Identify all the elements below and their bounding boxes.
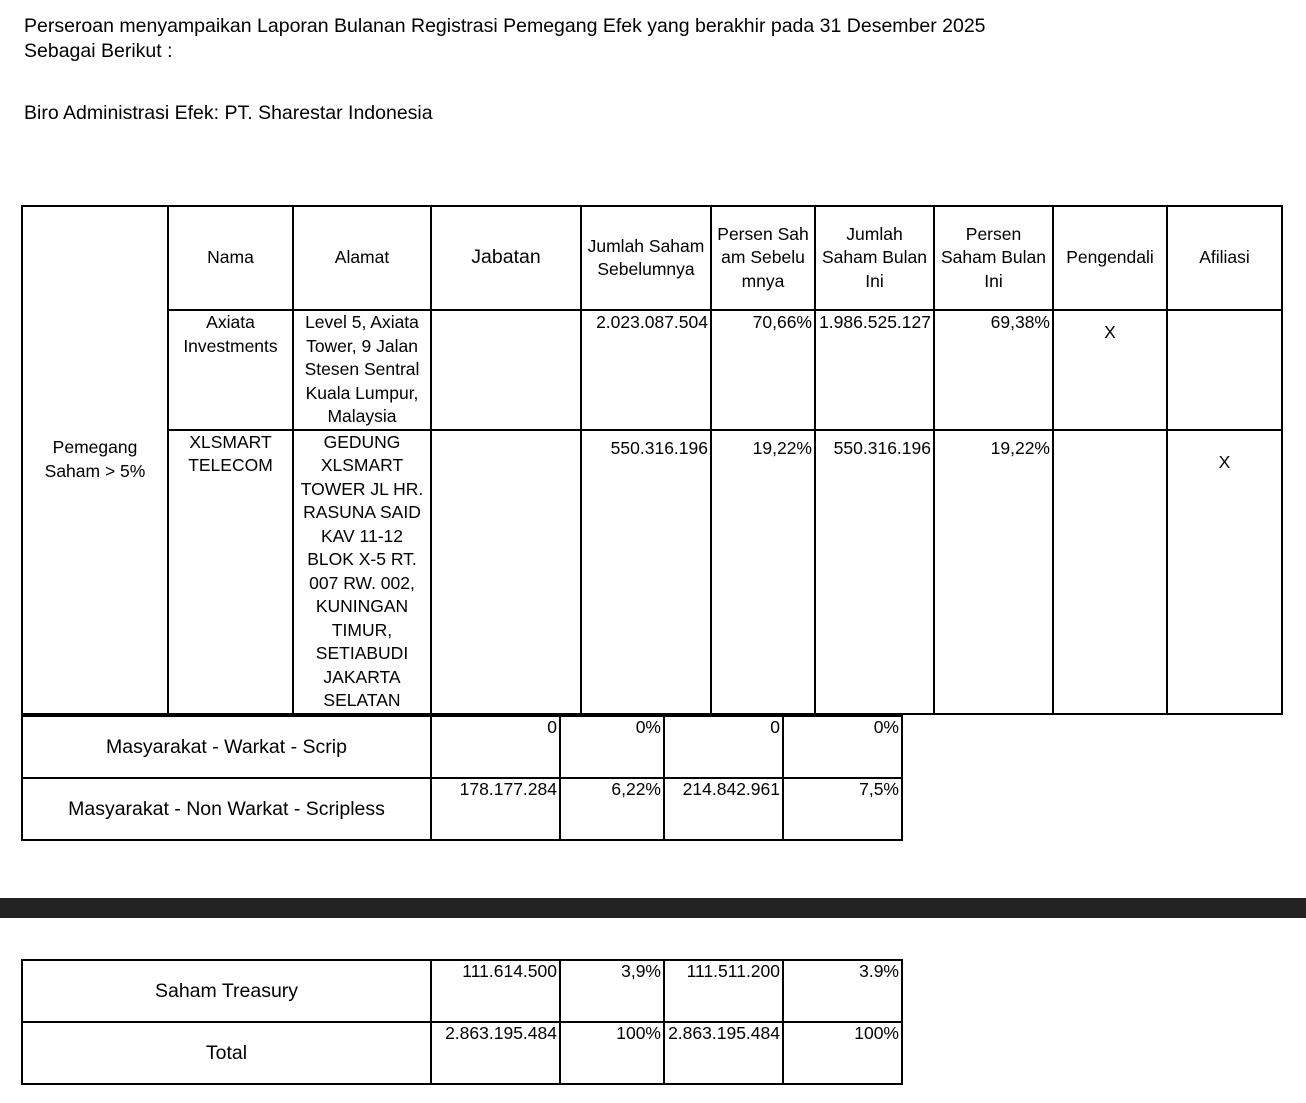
row-pengendali-mark [1053, 430, 1167, 714]
header-nama: Nama [168, 206, 293, 310]
row-jabatan [431, 310, 581, 430]
row-nama: XLSMART TELECOM [168, 430, 293, 714]
row-persen-sebelumnya: 100% [560, 1022, 664, 1084]
group-label: Pemegang Saham > 5% [22, 206, 168, 714]
row-jumlah-bulan-ini: 1.986.525.127 [815, 310, 934, 430]
header-jabatan: Jabatan [431, 206, 581, 310]
row-jumlah-bulan-ini: 0 [664, 716, 783, 778]
header-persen-bulan-ini: Persen Saham Bulan Ini [934, 206, 1053, 310]
row-persen-sebelumnya: 19,22% [711, 430, 815, 714]
row-jumlah-sebelumnya: 550.316.196 [581, 430, 711, 714]
header-afiliasi: Afiliasi [1167, 206, 1282, 310]
row-persen-sebelumnya: 0% [560, 716, 664, 778]
header-persen-sebelumnya: Persen Saham Sebelumnya [711, 206, 815, 310]
row-afiliasi-mark [1167, 310, 1282, 430]
row-jumlah-sebelumnya: 111.614.500 [431, 960, 560, 1022]
row-label: Total [22, 1022, 431, 1084]
intro-line-2: Sebagai Berikut : [24, 40, 173, 62]
row-jumlah-sebelumnya: 2.023.087.504 [581, 310, 711, 430]
header-jumlah-bulan-ini: Jumlah Saham Bulan Ini [815, 206, 934, 310]
table-row [22, 310, 1282, 430]
table-header-row [22, 206, 1282, 310]
row-persen-bulan-ini: 7,5% [783, 778, 902, 840]
row-afiliasi-mark: X [1167, 430, 1282, 714]
row-alamat: Level 5, Axiata Tower, 9 Jalan Stesen Sentral Kuala Lumpur, Malaysia [293, 310, 431, 430]
header-jumlah-sebelumnya: Jumlah Saham Sebelumnya [581, 206, 711, 310]
header-pengendali: Pengendali [1053, 206, 1167, 310]
row-jumlah-sebelumnya: 2.863.195.484 [431, 1022, 560, 1084]
row-persen-bulan-ini: 3.9% [783, 960, 902, 1022]
row-label: Masyarakat - Non Warkat - Scripless [22, 778, 431, 840]
row-persen-bulan-ini: 100% [783, 1022, 902, 1084]
treasury-total-table [21, 959, 903, 1085]
row-jumlah-bulan-ini: 214.842.961 [664, 778, 783, 840]
table-row [22, 716, 902, 778]
row-persen-bulan-ini: 19,22% [934, 430, 1053, 714]
intro-line-1: Perseroan menyampaikan Laporan Bulanan Registrasi Pemegang Efek yang berakhir pada 31 Desember 2025 [24, 15, 986, 37]
row-label: Saham Treasury [22, 960, 431, 1022]
bae-label: Biro Administrasi Efek: PT. Sharestar Indonesia [24, 102, 433, 124]
row-jumlah-bulan-ini: 111.511.200 [664, 960, 783, 1022]
row-persen-sebelumnya: 6,22% [560, 778, 664, 840]
row-persen-sebelumnya: 3,9% [560, 960, 664, 1022]
row-jumlah-bulan-ini: 550.316.196 [815, 430, 934, 714]
header-alamat: Alamat [293, 206, 431, 310]
row-alamat: GEDUNG XLSMART TOWER JL HR. RASUNA SAID KAV 11-12 BLOK X-5 RT. 007 RW. 002, KUNINGAN TIMUR, SETIABUDI JAKARTA SELATAN [293, 430, 431, 714]
shareholder-table [21, 205, 1283, 715]
row-jabatan [431, 430, 581, 714]
row-persen-bulan-ini: 69,38% [934, 310, 1053, 430]
row-persen-sebelumnya: 70,66% [711, 310, 815, 430]
intro-text [24, 14, 986, 64]
row-jumlah-sebelumnya: 0 [431, 716, 560, 778]
row-jumlah-sebelumnya: 178.177.284 [431, 778, 560, 840]
table-row [22, 1022, 902, 1084]
page-divider-band [0, 898, 1306, 918]
row-pengendali-mark: X [1053, 310, 1167, 430]
public-shareholding-table [21, 715, 903, 841]
table-row [22, 778, 902, 840]
row-nama: Axiata Investments [168, 310, 293, 430]
row-persen-bulan-ini: 0% [783, 716, 902, 778]
row-label: Masyarakat - Warkat - Scrip [22, 716, 431, 778]
table-row [22, 430, 1282, 714]
row-jumlah-bulan-ini: 2.863.195.484 [664, 1022, 783, 1084]
table-row [22, 960, 902, 1022]
